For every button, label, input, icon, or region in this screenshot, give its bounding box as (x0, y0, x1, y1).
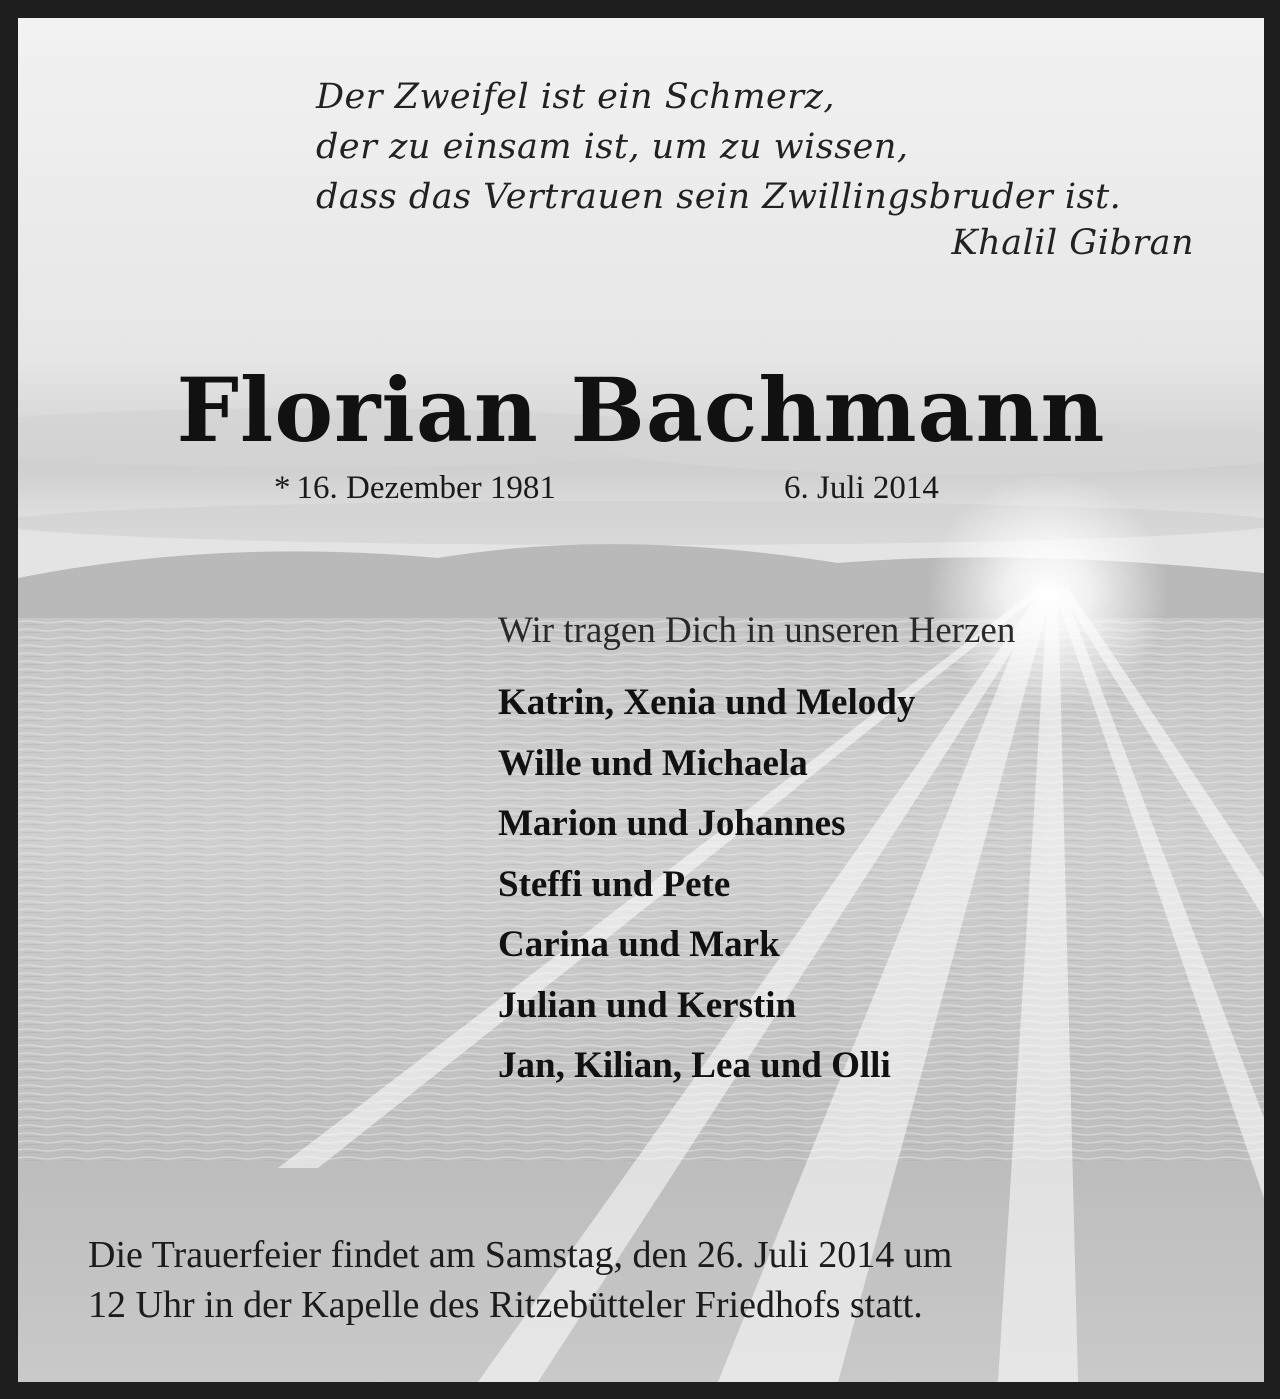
birth-date-text: 16. Dezember 1981 (296, 470, 556, 506)
mourner-entry: Marion und Johannes (498, 803, 846, 844)
quote (316, 72, 1196, 222)
tribute-line: Wir tragen Dich in unseren Herzen (498, 610, 1016, 651)
birth-date (274, 468, 556, 508)
mourner-entry: Carina und Mark (498, 924, 780, 965)
mourner-entry: Katrin, Xenia und Melody (498, 682, 916, 723)
quote-line: dass das Vertrauen sein Zwillingsbruder ist. (316, 177, 1122, 217)
quote-line: Der Zweifel ist ein Schmerz, (316, 77, 836, 117)
service-line: 12 Uhr in der Kapelle des Ritzebütteler Friedhofs statt. (88, 1284, 923, 1326)
quote-author: Khalil Gibran (951, 223, 1194, 263)
birth-marker: * (274, 470, 291, 506)
mourner-entry: Julian und Kerstin (498, 984, 797, 1026)
death-date: 6. Juli 2014 (784, 470, 939, 506)
mourner-entry: Wille und Michaela (498, 742, 808, 784)
service-line: Die Trauerfeier findet am Samstag, den 26. Juli 2014 um (88, 1234, 953, 1276)
quote-line: der zu einsam ist, um zu wissen, (316, 127, 909, 167)
mourner-entry: Jan, Kilian, Lea und Olli (498, 1045, 891, 1086)
obituary-card (18, 18, 1264, 1382)
deceased-name: Florian Bachmann (176, 358, 1106, 462)
mourners-list (498, 673, 915, 1097)
mourner-entry: Steffi und Pete (498, 863, 731, 905)
funeral-service-notice (88, 1230, 1198, 1330)
